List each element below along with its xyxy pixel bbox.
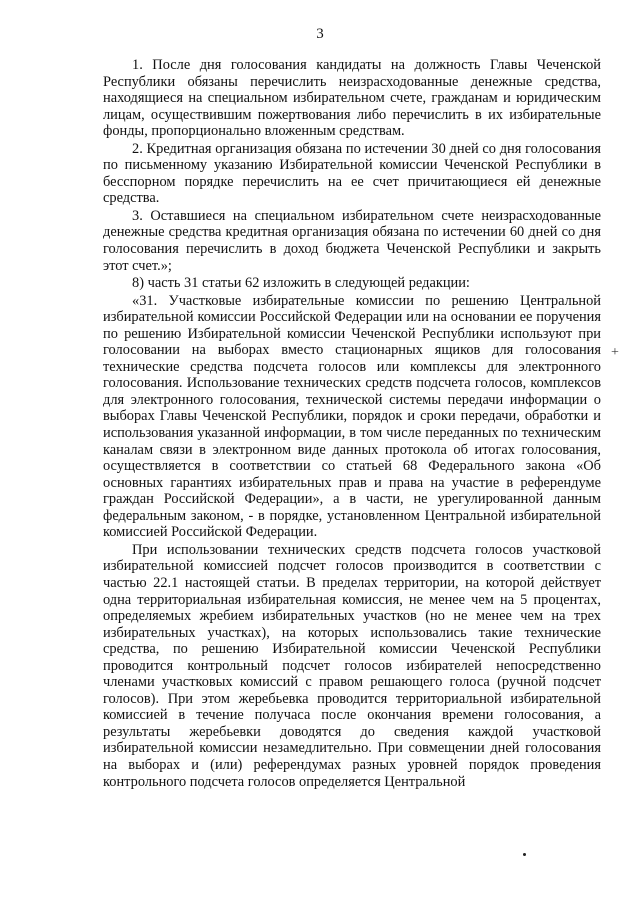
margin-mark: + xyxy=(611,345,619,360)
paragraph-item-1: 1. После дня голосования кандидаты на должность Главы Чеченской Республики обязаны перечислить неизрасходованные денежные средства, находящиеся на специальном избирательном счете, гражданам и юридическим лицам, осуществившим пожертвования либо перечислить в их избирательные фонды, пропорционально вложенным средствам. xyxy=(103,57,601,140)
paragraph-part-31: «31. Участковые избирательные комиссии по решению Центральной избирательной комиссии Российской Федерации или на основании ее поручения по решению Избирательной комиссии Чеченской Республики используют при голосовании на выборах вместо стационарных ящиков для голосования технические средства подсчета голосов или комплексы для электронного голосования. Использование технических средств подсчета голосов, комплексов для электронного голосования, технической системы передачи информации о выборах Главы Чеченской Республики, порядок и сроки передачи, обработки и использования указанной информации, в том числе переданных по техническим каналам связи в электронном виде данных протокола об итогах голосования, осуществляется в соответствии со статьей 68 Федерального закона «Об основных гарантиях избирательных прав и права на участие в референдуме граждан Российской Федерации», а в части, не урегулированной данным федеральным законом, - в порядке, установленном Центральной избирательной комиссией Российской Федерации. xyxy=(103,292,601,541)
page-number: 3 xyxy=(316,26,324,42)
paragraph-amendment-8: 8) часть 31 статьи 62 изложить в следующей редакции: xyxy=(132,275,470,292)
paragraph-item-2: 2. Кредитная организация обязана по истечении 30 дней со дня голосования по письменному указанию Избирательной комиссии Чеченской Республики в бесспорном порядке перечислить на ее счет причитающиеся ей денежные средства. xyxy=(103,140,601,207)
scan-speck xyxy=(523,853,526,856)
document-body xyxy=(103,57,601,790)
paragraph-item-3: 3. Оставшиеся на специальном избирательном счете неизрасходованные денежные средства кредитная организация обязана по истечении 60 дней со дня голосования перечислить в доход бюджета Чеченской Республики и закрыть этот счет.»; xyxy=(103,207,601,274)
paragraph-technical-counting: При использовании технических средств подсчета голосов участковой избирательной комиссией подсчет голосов производится в соответствии с частью 22.1 настоящей статьи. В пределах территории, на которой действует одна территориальная избирательная комиссия, не менее чем на 5 процентах, определяемых жребием избирательных участков (но не менее чем на трех избирательных участках), на которых использовались такие технические средства, по решению Избирательной комиссии Чеченской Республики проводится контрольный подсчет голосов избирателей непосредственно членами участковых комиссий с правом решающего голоса (ручной подсчет голосов). При этом жеребьевка проводится территориальной избирательной комиссией в течение получаса после окончания времени голосования, а результаты жеребьевки доводятся до сведения каждой участковой избирательной комиссии незамедлительно. При совмещении дней голосования на выборах и (или) референдумах разных уровней порядок проведения контрольного подсчета голосов определяется Центральной xyxy=(103,541,601,790)
